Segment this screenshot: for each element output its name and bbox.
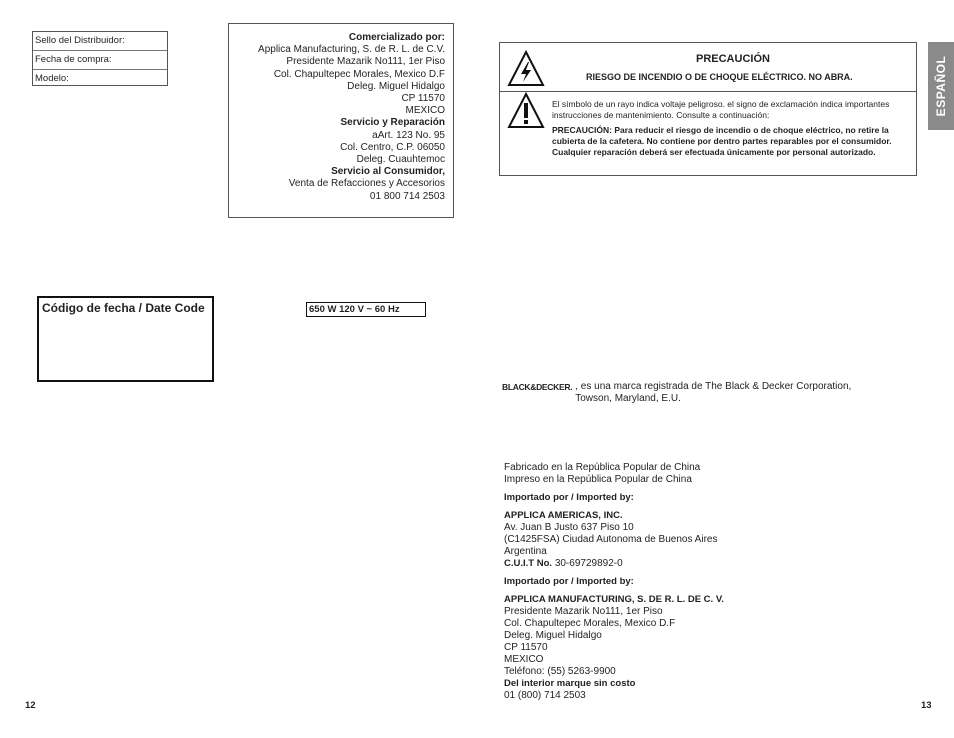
date-code-box <box>37 296 214 382</box>
importer-ar-line: (C1425FSA) Ciudad Autonoma de Buenos Aires <box>504 534 718 545</box>
toll-free-number: 01 (800) 714 2503 <box>504 690 586 701</box>
service-heading: Servicio y Reparación <box>340 117 445 129</box>
brand-notice <box>502 381 851 405</box>
marketed-by-line: CP 11570 <box>401 93 445 105</box>
toll-free-label: Del interior marque sin costo <box>504 678 636 689</box>
black-and-decker-logo: BLACK&DECKER. <box>502 382 573 392</box>
date-code-label: Código de fecha / Date Code <box>42 301 205 315</box>
marketed-by-line: Deleg. Miguel Hidalgo <box>347 80 445 92</box>
purchase-date-label: Fecha de compra: <box>33 51 167 70</box>
importer-mx-line: Col. Chapultepec Morales, Mexico D.F <box>504 618 676 629</box>
marketed-by-line: MEXICO <box>405 105 445 117</box>
caution-divider <box>500 91 916 92</box>
model-label: Modelo: <box>35 73 69 84</box>
caution-title: PRECAUCIÓN <box>696 53 770 65</box>
distributor-stamp-box <box>32 31 168 86</box>
importer-mx-line: Deleg. Miguel Hidalgo <box>504 630 602 641</box>
distributor-stamp-label: Sello del Distribuidor: <box>33 32 167 51</box>
consumer-service-line: 01 800 714 2503 <box>369 190 445 202</box>
marketed-by-heading: Comercializado por: <box>348 32 445 43</box>
exclamation-warning-icon <box>506 91 546 131</box>
importer-mx-heading: Importado por / Imported by: <box>504 576 634 587</box>
made-in-line: Fabricado en la República Popular de China <box>504 462 701 473</box>
importer-mx-phone: Teléfono: (55) 5263-9900 <box>504 666 616 677</box>
language-tab-label: ESPAÑOL <box>934 55 948 117</box>
electrical-rating: 650 W 120 V ~ 60 Hz <box>306 302 426 317</box>
lightning-warning-icon <box>506 49 546 89</box>
marketed-by-line: Presidente Mazarik No111, 1er Piso <box>286 56 445 68</box>
page-number-right: 13 <box>921 700 932 711</box>
importer-ar-line: Av. Juan B Justo 637 Piso 10 <box>504 522 634 533</box>
importer-ar-company: APPLICA AMERICAS, INC. <box>504 510 623 521</box>
cuit-value: 30-69729892-0 <box>554 558 623 569</box>
service-line: Deleg. Cuauhtemoc <box>356 154 445 166</box>
caution-subtitle: RIESGO DE INCENDIO O DE CHOQUE ELÉCTRICO. NO ABRA. <box>586 72 853 82</box>
service-line: aArt. 123 No. 95 <box>372 129 445 141</box>
manufacturing-info <box>504 462 834 702</box>
page-number-left: 12 <box>25 700 36 711</box>
caution-note: PRECAUCIÓN: Para reducir el riesgo de incendio o de choque eléctrico, no retire la cubierta de la cafetera. No contiene por dentro partes reparables por el consumidor. Cualquier reparación deberá ser efectuada únicamente por personal autorizado. <box>552 125 892 157</box>
caution-box <box>499 42 917 176</box>
importer-ar-cuit <box>504 558 834 570</box>
caution-description: El símbolo de un rayo indica voltaje peligroso. el signo de exclamación indica importantes instrucciones de mantenimiento. Consulte a continuación: <box>552 99 890 120</box>
brand-notice-line2: Towson, Maryland, E.U. <box>575 393 681 404</box>
importer-ar-heading: Importado por / Imported by: <box>504 492 634 503</box>
brand-notice-line1: , es una marca registrada de The Black & Decker Corporation, <box>575 381 852 392</box>
service-line: Col. Centro, C.P. 06050 <box>340 141 445 153</box>
importer-mx-company: APPLICA MANUFACTURING, S. DE R. L. DE C. V. <box>504 594 724 605</box>
printed-in-line: Impreso en la República Popular de China <box>504 474 692 485</box>
consumer-service-line: Venta de Refacciones y Accesorios <box>288 178 445 190</box>
importer-mx-line: MEXICO <box>504 654 544 665</box>
consumer-service-heading: Servicio al Consumidor, <box>331 166 445 178</box>
importer-ar-line: Argentina <box>504 546 547 557</box>
marketed-by-line: Applica Manufacturing, S. de R. L. de C.V. <box>258 44 445 56</box>
importer-mx-line: CP 11570 <box>504 642 548 653</box>
marketed-by-line: Col. Chapultepec Morales, Mexico D.F <box>273 68 445 80</box>
cuit-label: C.U.I.T No. <box>504 558 553 569</box>
vendor-info-box <box>228 23 454 218</box>
importer-mx-line: Presidente Mazarik No111, 1er Piso <box>504 606 663 617</box>
language-tab <box>928 42 954 130</box>
